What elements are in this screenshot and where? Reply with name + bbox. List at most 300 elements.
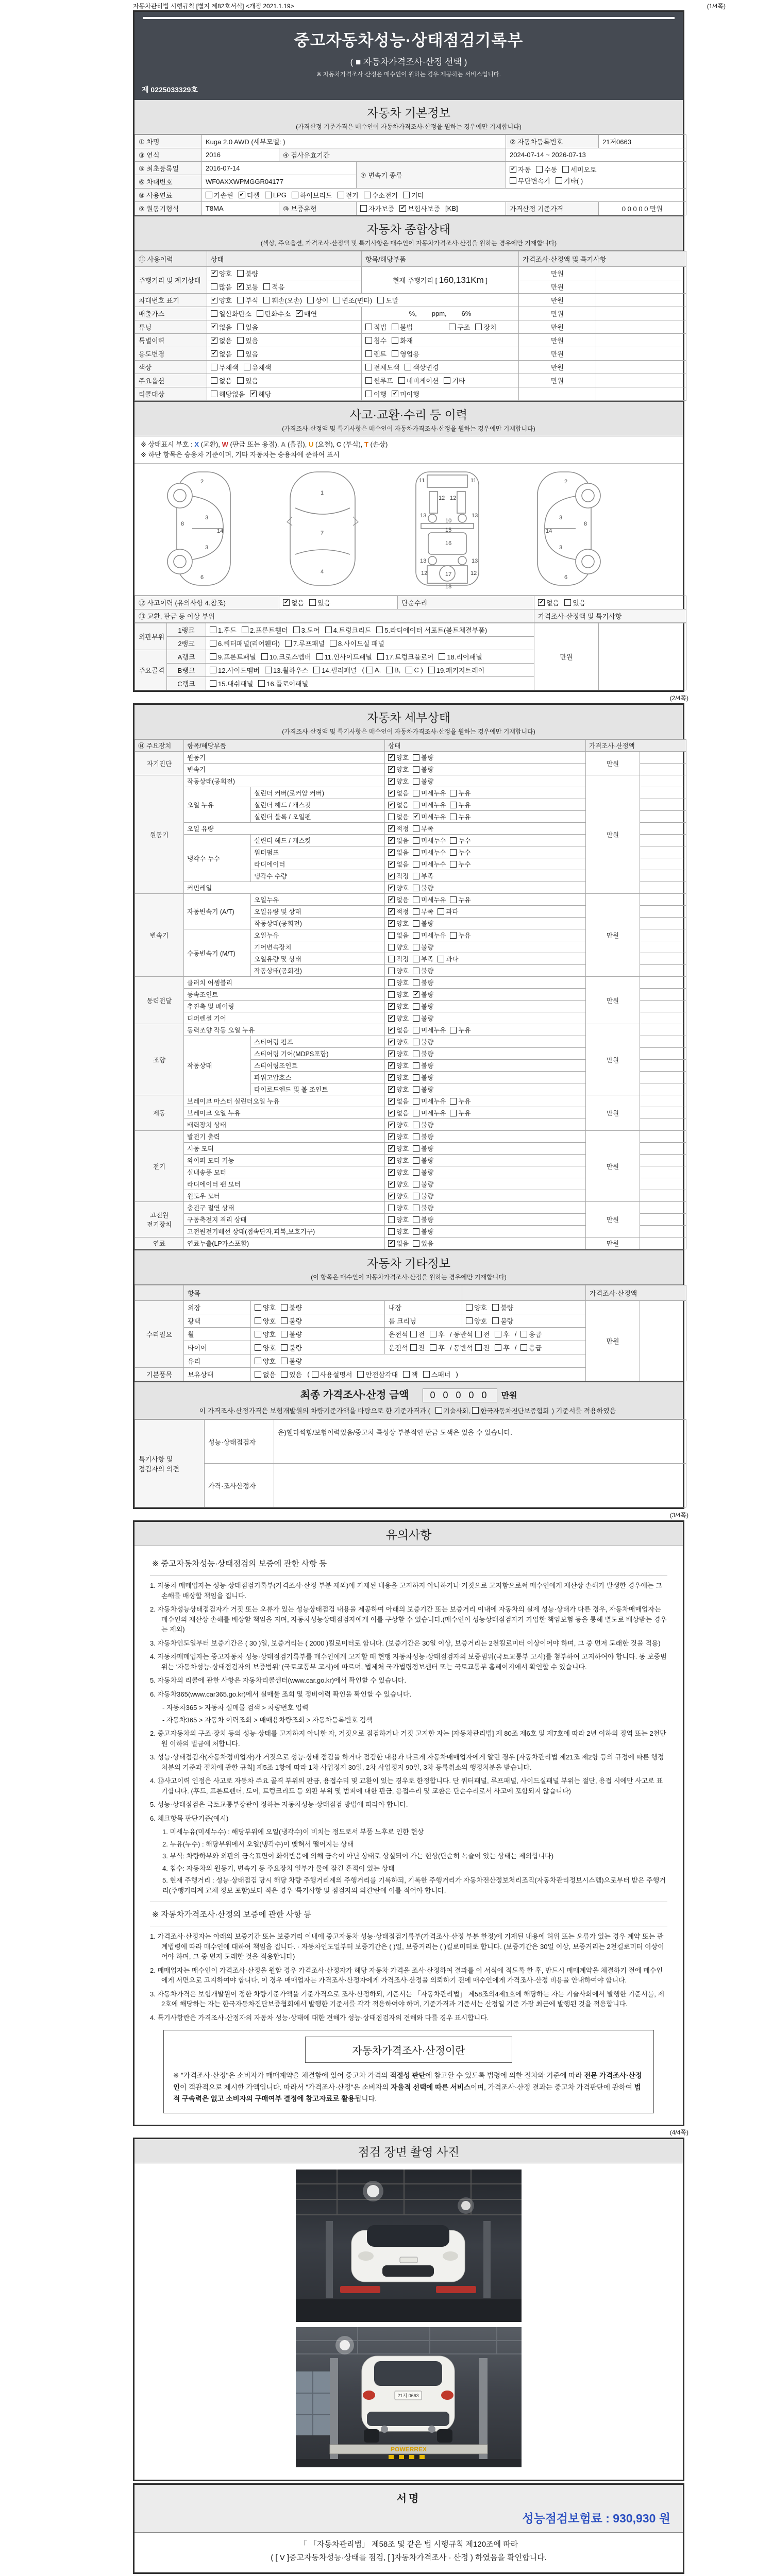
emission-values: %, ppm, 6%	[362, 307, 519, 320]
note-cell	[596, 334, 686, 347]
basic-items-checks[interactable]: 없음 있음 ( 사용설명서 안전삼각대 잭 스패너 )	[251, 1368, 586, 1381]
col-header: ⑪ 사용이력	[135, 251, 207, 267]
status-checks[interactable]: ✔ 양호 불량	[385, 1178, 586, 1190]
note-cell	[640, 1095, 686, 1107]
final-price-value: 0 0 0 0 0	[423, 1388, 497, 1402]
status-checks[interactable]: 없음 ✔ 미세누유 누유	[385, 811, 586, 823]
group-label: 제동	[135, 1095, 184, 1131]
notice-title: 유의사항	[385, 1528, 432, 1542]
price-cell: 만원	[519, 307, 596, 320]
table-row	[135, 347, 686, 361]
note-cell	[640, 1131, 686, 1143]
etc-info-subtitle: (이 항목은 매수인이 자동차가격조사·산정을 원하는 경우에만 기재합니다)	[311, 1274, 507, 1281]
group-label: 전기	[135, 1131, 184, 1202]
note-cell	[596, 307, 686, 320]
group-label: 외판부위	[135, 623, 167, 650]
svg-text:11: 11	[419, 478, 425, 484]
tire-position-checks[interactable]: 운전석 전 후 / 동반석 전 후 / 응급	[385, 1341, 586, 1354]
table-row	[135, 977, 686, 989]
note-cell	[640, 1166, 686, 1178]
item-label: 오일유량 및 상태	[251, 953, 385, 965]
item-label: 라디에이터 팬 모터	[184, 1178, 385, 1190]
price-cell: 만원	[586, 977, 640, 1024]
field-label: 가격산정 기준가격	[506, 202, 599, 215]
tuning-checks[interactable]: ✔ 없음 있음	[207, 320, 362, 334]
status-checks[interactable]: ✔ 양호 불량	[385, 1060, 586, 1072]
price-cell: 만원	[586, 894, 640, 977]
detail-state-header	[135, 705, 683, 739]
item-label: 워터펌프	[251, 846, 385, 858]
photos-title: 점검 장면 촬영 사진	[358, 2145, 460, 2159]
note-cell	[640, 953, 686, 965]
status-checks[interactable]: ✔ 없음 미세누유 누유	[385, 787, 586, 799]
overall-state-table	[135, 251, 686, 401]
svg-text:3: 3	[205, 545, 209, 551]
status-checks[interactable]: ✔ 양호 불량	[385, 1166, 586, 1178]
svg-text:13: 13	[472, 513, 478, 519]
status-checks[interactable]: ✔ 적정 부족 과다	[385, 906, 586, 918]
vin-state-checks[interactable]: ✔ 양호 부식 훼손(오손) 상이 변조(변타) 도말	[207, 294, 519, 307]
status-checks[interactable]: ✔ 없음 미세누수 누수	[385, 846, 586, 858]
note-cell	[596, 387, 686, 401]
col-header: 가격조사·산정액	[586, 1285, 686, 1301]
item-label: 광택	[184, 1314, 251, 1328]
notice-header	[135, 1522, 683, 1546]
table-row	[135, 1202, 686, 1214]
row-label: 주행거리 및 계기상태	[135, 267, 207, 294]
item-label: 파워고압호스	[251, 1072, 385, 1083]
item-label: 작동상태(공회전)	[184, 775, 385, 787]
car-diagram-svg	[156, 468, 661, 589]
note-cell	[640, 1072, 686, 1083]
vin: WF0AXXWPMGGR04177	[202, 175, 357, 189]
item-label: 변속기	[184, 764, 385, 775]
note-cell	[640, 835, 686, 846]
note-cell	[596, 374, 686, 387]
status-checks[interactable]: 양호 불량	[251, 1341, 385, 1354]
table-row	[135, 162, 686, 175]
row-label: 배출가스	[135, 307, 207, 320]
col-header: 가격조사·산정액 및 특기사항	[519, 251, 686, 267]
rank-label: 2랭크	[167, 637, 206, 650]
table-row	[135, 334, 686, 347]
price-cell: 만원	[586, 775, 640, 894]
status-checks[interactable]: ✔ 양호 불량	[385, 752, 586, 764]
final-price-band	[135, 1381, 683, 1419]
first-registration-date: 2016-07-14	[202, 162, 357, 175]
status-checks[interactable]: ✔ 양호 불량	[385, 1072, 586, 1083]
signature-box	[133, 2483, 684, 2574]
table-row	[135, 752, 686, 764]
rank1-checks[interactable]: 1.후드 2.프론트휀더 3.도어 4.트렁크리드 5.라디에이터 서포트(볼트체결부품)	[206, 623, 534, 637]
status-checks[interactable]: 양호 ✔ 불량	[385, 989, 586, 1001]
item-label: 실내송풍 모터	[184, 1166, 385, 1178]
fuel-type-checks[interactable]: 가솔린 ✔ 디젤 LPG 하이브리드 전기 수소전기 기타	[202, 189, 686, 202]
svg-text:12: 12	[421, 570, 428, 577]
notice-body	[135, 1546, 683, 2125]
page1-box	[133, 10, 684, 692]
item-label: 추진축 및 베어링	[184, 1001, 385, 1012]
etc-info-header	[135, 1249, 683, 1285]
final-price-unit: 만원	[501, 1392, 517, 1401]
status-checks[interactable]: ✔ 양호 불량	[385, 1143, 586, 1155]
item-label: 연료누출(LP가스포함)	[184, 1238, 385, 1249]
note-cell	[640, 1107, 686, 1119]
svg-text:1: 1	[321, 490, 324, 497]
page-number-1: (1/4쪽)	[707, 3, 726, 10]
inspector-label: 성능·상태점검자	[205, 1420, 274, 1464]
status-checks[interactable]: 양호 불량	[251, 1314, 385, 1328]
photos-body	[135, 2163, 683, 2480]
accident-history-title: 사고·교환·수리 등 이력	[349, 408, 468, 421]
field-label: ⑥ 차대번호	[135, 175, 202, 189]
color-checks[interactable]: 무채색 유채색	[207, 361, 362, 374]
note-cell	[640, 1012, 686, 1024]
recall-checks[interactable]: 해당없음 ✔ 해당	[207, 387, 362, 401]
col-header: 항목	[184, 1285, 462, 1301]
row-label: 가격조사·산정액 및 특기사항	[534, 609, 686, 623]
transmission-type-checks[interactable]: ✔ 자동 수동 세미오토 무단변속기 기타( )	[506, 162, 686, 189]
item-label: 커먼레일	[184, 882, 385, 894]
accident-flags-table	[135, 596, 686, 623]
color-detail-checks[interactable]: 전체도색 색상변경	[362, 361, 519, 374]
accident-notes	[135, 436, 683, 464]
status-checks[interactable]: ✔ 적정 부족	[385, 823, 586, 835]
basic-info-table	[135, 134, 686, 215]
status-checks[interactable]: ✔ 양호 불량	[385, 1131, 586, 1143]
note-cell	[596, 267, 686, 280]
car-diagram	[135, 464, 683, 596]
overall-state-subtitle: (색상, 주요옵션, 가격조사·산정액 및 특기사항은 매수인이 자동차가격조사·산정을 원하는 경우에만 기재합니다)	[260, 240, 557, 247]
col-header: 항목/해당부품	[184, 740, 385, 752]
table-row	[135, 1095, 686, 1107]
status-symbol-legend: ※ 상태표시 부호 : X (교환), W (판금 또는 용접), A (흠집), U (요철), C (부식), T (손상)	[141, 440, 388, 448]
notice-box	[133, 1520, 684, 2126]
options-checks[interactable]: 없음 있음	[207, 374, 362, 387]
subgroup-label: 자동변속기 (A/T)	[184, 894, 251, 929]
field-label: ③ 연식	[135, 148, 202, 162]
inspector-opinion: 운)휀다찍힘/보험이력있음/중고차 특성상 부분적인 판금 도색은 있을 수 있습니다.	[274, 1420, 686, 1464]
item-label: 타이어	[184, 1341, 251, 1354]
status-checks[interactable]: ✔ 없음 미세누유 누유	[385, 894, 586, 906]
group-label: 고전원 전기장치	[135, 1202, 184, 1238]
field-label: ⑦ 변속기 종류	[357, 162, 506, 189]
svg-text:11: 11	[470, 478, 477, 484]
recall-detail-checks[interactable]: 이행 ✔ 미이행	[362, 387, 519, 401]
group-label: 변속기	[135, 894, 184, 977]
svg-text:16: 16	[445, 540, 452, 547]
price-cell: 만원	[519, 374, 596, 387]
note-cell	[640, 1155, 686, 1166]
accident-history-checks[interactable]: ✔ 없음 있음	[279, 596, 398, 609]
accident-history-header	[135, 401, 683, 436]
group-label: 주요골격	[135, 650, 167, 690]
appraiser-label: 가격·조사산정자	[205, 1464, 274, 1507]
notice-section-a-title: ※ 중고자동차성능·상태점검의 보증에 관한 사항 등	[150, 1551, 667, 1575]
item-label: 와이퍼 모터 기능	[184, 1155, 385, 1166]
status-checks[interactable]: 양호 불량	[251, 1354, 586, 1368]
row-label: 단순수리	[398, 596, 534, 609]
note-cell	[640, 870, 686, 882]
field-label: ⑧ 사용연료	[135, 189, 202, 202]
status-checks[interactable]: ✔ 양호 불량	[385, 764, 586, 775]
simple-repair-checks[interactable]: ✔ 없음 있음	[534, 596, 686, 609]
status-checks[interactable]: ✔ 적정 부족	[385, 870, 586, 882]
note-cell	[640, 941, 686, 953]
title-rule	[143, 17, 675, 19]
svg-text:6: 6	[564, 574, 568, 581]
status-checks[interactable]: ✔ 양호 불량	[385, 1012, 586, 1024]
row-label: 튜닝	[135, 320, 207, 334]
status-checks[interactable]: 양호 불량	[462, 1301, 586, 1314]
special-history-checks[interactable]: ✔ 없음 있음	[207, 334, 362, 347]
col-header: ⑭ 주요장치	[135, 740, 184, 752]
group-label: 연료	[135, 1238, 184, 1249]
emission-checks[interactable]: 일산화탄소 탄화수소 ✔ 매연	[207, 307, 362, 320]
basic-info-header	[135, 100, 683, 134]
svg-text:12: 12	[470, 570, 477, 577]
status-checks[interactable]: 적정 부족 과다	[385, 953, 586, 965]
subgroup-label: 냉각수 누수	[184, 835, 251, 882]
rank-label: A랭크	[167, 650, 206, 664]
item-label: 스티어링 펌프	[251, 1036, 385, 1048]
table-row	[135, 1420, 686, 1464]
item-label: 타이로드엔드 및 볼 조인트	[251, 1083, 385, 1095]
status-checks[interactable]: 양호 불량	[385, 1214, 586, 1226]
note-cell	[599, 623, 686, 690]
col-header	[462, 1285, 586, 1301]
table-header-row	[135, 1285, 686, 1301]
notice-list-c: 1. 가격조사·산정자는 아래의 보증기간 또는 보증거리 이내에 중고자동차 성능·상태점검기록부(가격조사·산정 부분 한정)에 기재된 내용에 허위 또는 오류가 있는 경우 계약 또는 관계법령에 따라 매수인에 대하여 책임을 집니다. · 자동차인도일부터 보증기간은 ( )일, 보증거리는 ( )킬로미터로 합니다. (보증기간은 30일 이상, 보증거리는 2천킬로미터 이상이어야 하며, 그 중 먼저 도래한 것을 적용합니다) 2. 매매업자는 매수인이 가격조사·산정을 원할 경우 가격조사·산정자가 해당 자동차 가격을 조사·산정하여 결과를 이 서식에 적도록 한 후, 반드시 매매계약을 체결하기 전에 매수인에게 서면으로 고지하여야 합니다. 이 경우 매매업자는 가격조사·산정자에게 가격조사·산정을 의뢰하기 전에 매수인에게 가격조사·산정 비용을 안내하여야 합니다. 3. 자동차가격은 보험개발원이 정한 차량기준가액을 기준가격으로 조사·산정하되, 기준서는 「자동차관리법」 제58조의4제1호에 해당하는 자는 기술사회에서 발행한 기준서를, 제2호에 해당하는 자는 한국자동차진단보증협회에서 발행한 기준서를 각각 적용하여야 하며, 기준가격과 기준서는 산정일 기준 가장 최근에 발행된 것을 적용합니다. 4. 특기사항란은 가격조사·산정자의 자동차 성능·상태에 대한 견해가 성능·상태점검자의 견해와 다를 경우 표시합니다.	[150, 1933, 664, 2022]
status-checks[interactable]: 양호 불량	[385, 1202, 586, 1214]
license-plate-text: 21저 0663	[397, 2393, 419, 2399]
status-checks[interactable]: 양호 불량	[385, 1226, 586, 1238]
title-band	[135, 12, 683, 100]
note-cell	[640, 1060, 686, 1072]
item-label: 원동기	[184, 752, 385, 764]
rank-label: B랭크	[167, 664, 206, 677]
wheel-position-checks[interactable]: 운전석 전 후 / 동반석 전 후 / 응급	[385, 1328, 586, 1341]
engine-code: T8MA	[202, 202, 279, 215]
status-checks[interactable]: 없음 미세누유 누유	[385, 929, 586, 941]
note-cell	[640, 764, 686, 775]
note-cell	[640, 1001, 686, 1012]
note-cell	[640, 929, 686, 941]
page-number-4: (4/4쪽)	[669, 2129, 688, 2137]
status-checks[interactable]: ✔ 양호 불량	[385, 1001, 586, 1012]
status-checks[interactable]: ✔ 없음 미세누유 누유	[385, 1024, 586, 1036]
row-label: ⑫ 사고이력 (유의사항 4.참조)	[135, 596, 279, 609]
tuning-detail-checks[interactable]: 적법 불법 구조 장치	[362, 320, 519, 334]
status-checks[interactable]: ✔ 없음 있음	[385, 1238, 586, 1249]
row-label: 용도변경	[135, 347, 207, 361]
odometer-value: 160,131Km	[439, 275, 484, 285]
notice-list-b: 2. 중고자동차의 구조·장치 등의 성능·상태를 고지하지 아니한 자, 거짓으로 점검하거나 거짓 고지한 자는 [자동차관리법] 제 80조 제6호 및 제7호에 따라 2년 이하의 징역 또는 2천만원 이하의 벌금에 처합니다. 3. 성능·상태점검자(자동차정비업자)가 거짓으로 성능·상태 점검을 하거나 점검한 내용과 다르게 자동차매매업자에게 알린 경우 [자동차관리법 제21조 제2항 등의 규정에 따른 행정처분의 기준과 절차에 관한 규칙] 제5조 1항에 따라 1차 사업정지 30일, 2차 사업정지 90일, 3차 등록취소의 행정처분을 받습니다. 4. ⑫사고이력 인정은 사고로 자동차 주요 골격 부위의 판금, 용접수리 및 교환이 있는 경우로 한정합니다. 단 쿼터패널, 루프패널, 사이드실패널 부위는 절단, 용접 시에만 사고로 표기합니다. (후드, 프론트펜더, 도어, 트렁크리드 등 외판 부위 및 범퍼에 대한 판금, 용접수리 및 교환은 단순수리로서 사고에 포함되지 않습니다) 5. 성능·상태점검은 국토교통부장관이 정하는 자동차성능·상태점검 방법에 따라야 합니다. 6. 체크항목 판단기준(예시)	[150, 1730, 666, 1822]
item-label: 동력조향 작동 오일 누유	[184, 1024, 385, 1036]
row-label: 리콜대상	[135, 387, 207, 401]
table-row	[135, 596, 686, 609]
status-checks[interactable]: ✔ 없음 미세누유 누유	[385, 1107, 586, 1119]
etc-info-table	[135, 1285, 686, 1381]
overall-state-title: 자동차 종합상태	[367, 223, 450, 236]
table-row	[135, 609, 686, 623]
item-label: 작동상태(공회전)	[251, 918, 385, 929]
item-label: 냉각수 수량	[251, 870, 385, 882]
item-label: 실린더 헤드 / 개스킷	[251, 799, 385, 811]
item-label: 발전기 출력	[184, 1131, 385, 1143]
status-checks[interactable]: ✔ 양호 불량	[385, 1155, 586, 1166]
status-checks[interactable]: ✔ 양호 불량	[385, 1048, 586, 1060]
table-row	[135, 1464, 686, 1507]
mileage-amount-checks[interactable]: 많음 ✔ 보통 적음	[207, 280, 362, 294]
usage-change-checks[interactable]: ✔ 없음 있음	[207, 347, 362, 361]
note-cell	[640, 1178, 686, 1190]
table-header-row	[135, 251, 686, 267]
status-checks[interactable]: ✔ 없음 미세누수 누수	[385, 858, 586, 870]
svg-text:13: 13	[420, 513, 427, 519]
notice-list-a6-subs: - 자동차365 > 자동차 실매물 검색 > 차량번호 입력 - 자동차365 > 자동차 이력조회 > 매매용차량조회 > 자동차등록번호 검색	[162, 1704, 373, 1724]
note-cell	[640, 894, 686, 906]
page-number-3: (3/4쪽)	[669, 1512, 688, 1519]
note-cell	[596, 294, 686, 307]
remarks-table	[135, 1419, 686, 1507]
table-row	[135, 387, 686, 401]
note-cell	[640, 1238, 686, 1249]
svg-text:6: 6	[200, 574, 204, 581]
note-cell	[640, 882, 686, 894]
warranty-type-checks[interactable]: 자가보증 ✔ 보험사보증 [KB]	[357, 202, 506, 215]
table-row	[135, 135, 686, 148]
status-checks[interactable]: ✔ 양호 불량	[385, 918, 586, 929]
options-detail-checks[interactable]: 썬루프 네비게이션 기타	[362, 374, 519, 387]
note-cell	[640, 906, 686, 918]
item-label: 윈도우 모터	[184, 1190, 385, 1202]
svg-text:3: 3	[559, 545, 563, 551]
table-row	[135, 1024, 686, 1036]
note-cell	[640, 1036, 686, 1048]
status-checks[interactable]: ✔ 양호 불량	[385, 882, 586, 894]
item-label: 등속조인트	[184, 989, 385, 1001]
price-cell: 만원	[519, 347, 596, 361]
subgroup-label: 오일 누유	[184, 787, 251, 823]
status-checks[interactable]: ✔ 양호 불량	[385, 1119, 586, 1131]
model-year: 2016	[202, 148, 279, 162]
status-checks[interactable]: 양호 불량	[385, 941, 586, 953]
plate-number: 21저0663	[599, 135, 686, 148]
price-cell: 만원	[586, 1095, 640, 1131]
usage-change-detail-checks[interactable]: 렌트 영업용	[362, 347, 519, 361]
row-label: 특별이력	[135, 334, 207, 347]
col-header: 상태	[385, 740, 586, 752]
rankA-checks[interactable]: 9.프론트패널 10.크로스멤버 11.인사이드패널 17.트렁크플로어 18.리어패널	[206, 650, 534, 664]
notice-list-a: 1. 자동차 매매업자는 성능·상태점검기록부(가격조사·산정 부분 제외)에 기재된 내용을 고지하지 아니하거나 거짓으로 고지함으로써 매수인에게 재산상 손해가 발생한 경우에는 그 손해를 배상할 책임을 집니다. 2. 자동차성능상태점검자가 거짓 또는 오류가 있는 성능상태점검 내용을 제공하여 아래의 보증기간 또는 보증거리 이내에 자동차의 실제 성능·상태가 다른 경우, 자동차매매업자는 매수인의 재산상 손해를 배상할 책임을 지며, 자동차성능상태점검자에게 이를 구상할 수 있습니다.(매수인이 성능상태점검자가 가입한 책임보험 등을 통해 별도로 배상받는 경우는 제외) 3. 자동차인도일부터 보증기간은 ( 30 )일, 보증거리는 ( 2000 )킬로미터로 합니다. (보증기간은 30일 이상, 보증거리는 2천킬로미터 이상이어야 하며, 그 중 먼저 도래한 것을 적용) 4. 자동차매매업자는 중고자동차 성능·상태점검기록부를 매수인에게 고지할 때 현행 자동차성능·상태점검자의 보증범위(국토교통부 고시)를 첨부하여 고지하여야 합니다. 동 보증범위는 '자동차성능·상태점검자의 보증범위' (국토교통부 고시)에 따르며, 법제처 국가법령정보센터 또는 국토교통부 홈페이지에서 확인할 수 있습니다. 5. 자동차의 리콜에 관한 사항은 자동차리콜센터(www.car.go.kr)에서 확인할 수 있습니다. 6. 자동차365(www.car365.go.kr)에서 실매물 조회 및 정비이력 확인을 확인할 수 있습니다.	[150, 1582, 667, 1698]
remarks-label: 특기사항 및 점검자의 의견	[135, 1420, 205, 1507]
item-label: 휠	[184, 1328, 251, 1341]
detail-state-subtitle: (가격조사·산정액 및 특기사항은 매수인이 자동차가격조사·산정을 원하는 경우에만 기재합니다)	[282, 728, 535, 736]
status-checks[interactable]: 양호 불량	[385, 977, 586, 989]
svg-text:2: 2	[200, 479, 204, 485]
appraiser-opinion	[274, 1464, 686, 1507]
note-cell	[640, 775, 686, 787]
subgroup-label: 수동변속기 (M/T)	[184, 929, 251, 977]
overall-state-header	[135, 215, 683, 251]
note-cell	[640, 858, 686, 870]
rankC-checks[interactable]: 15.대쉬패널 16.플로어패널	[206, 677, 534, 690]
note-cell	[640, 846, 686, 858]
item-label: 오일누유	[251, 894, 385, 906]
status-checks[interactable]: ✔ 양호 불량	[385, 1083, 586, 1095]
table-row	[135, 1301, 686, 1314]
status-checks[interactable]: ✔ 양호 불량	[385, 775, 586, 787]
panel-rank-table	[135, 623, 686, 690]
final-price-note: 이 가격조사·산정가격은 보험개발원의 차량기준가액을 바탕으로 한 기준가격과 ( 기술사회, 한국자동차진단보증협회 ) 기준서를 적용하였음	[199, 1407, 616, 1415]
status-checks[interactable]: 양호 불량	[251, 1328, 385, 1341]
rank2-checks[interactable]: 6.쿼터패널(리어휀더) 7.루프패널 8.사이드실 패널	[206, 637, 534, 650]
rank-label: 1랭크	[167, 623, 206, 637]
status-checks[interactable]: 양호 불량	[462, 1314, 586, 1328]
note-cell	[640, 1119, 686, 1131]
svg-text:14: 14	[217, 528, 224, 535]
item-label: 스티어링 기어(MDPS포함)	[251, 1048, 385, 1060]
special-history-detail-checks[interactable]: 침수 화재	[362, 334, 519, 347]
row-label: ⑬ 교환, 판금 등 이상 부위	[135, 609, 534, 623]
field-label: ① 차명	[135, 135, 202, 148]
form-reference: 자동차관리법 시행규칙 [별지 제82호서식] <개정 2021.1.19>	[133, 3, 294, 10]
price-cell: 만원	[519, 267, 596, 280]
row-label: 색상	[135, 361, 207, 374]
svg-text:14: 14	[546, 528, 552, 535]
status-checks[interactable]: ✔ 양호 불량	[385, 1190, 586, 1202]
status-checks[interactable]: ✔ 양호 불량	[385, 1036, 586, 1048]
status-checks[interactable]: ✔ 없음 미세누유 누유	[385, 1095, 586, 1107]
price-cell: 만원	[586, 1024, 640, 1095]
group-label: 기본품목	[135, 1368, 184, 1381]
item-label: 오일누유	[251, 929, 385, 941]
svg-text:4: 4	[321, 569, 324, 575]
note-cell	[640, 1024, 686, 1036]
note-cell	[640, 1214, 686, 1226]
mileage-status-checks[interactable]: ✔ 양호 불량	[207, 267, 362, 280]
status-checks[interactable]: 양호 불량	[251, 1301, 385, 1314]
item-label: 라디에이터	[251, 858, 385, 870]
current-mileage: 현재 주행거리 [ 160,131Km ]	[362, 267, 519, 294]
group-label: 원동기	[135, 775, 184, 894]
pricing-definition-box	[163, 2030, 654, 2113]
price-cell	[519, 387, 596, 401]
item-label: 실린더 커버(로커암 커버)	[251, 787, 385, 799]
item-label: 외장	[184, 1301, 251, 1314]
subgroup-label: 작동상태	[184, 1036, 251, 1095]
price-cell: 만원	[586, 1202, 640, 1238]
rankB-checks[interactable]: 12.사이드멤버 13.휠하우스 14.필러패널 ( A, B, C ) 19.패키지트레이	[206, 664, 534, 677]
status-checks[interactable]: ✔ 없음 미세누수 누수	[385, 835, 586, 846]
status-checks[interactable]: 양호 불량	[385, 965, 586, 977]
lift-brand-text: POWERREX	[390, 2446, 427, 2453]
note-cell	[640, 811, 686, 823]
note-cell	[640, 918, 686, 929]
final-price-label: 최종 가격조사·산정 금액	[300, 1389, 409, 1401]
table-row	[135, 307, 686, 320]
price-cell: 만원	[586, 1238, 640, 1249]
note-cell	[640, 1301, 686, 1381]
note-cell	[640, 1190, 686, 1202]
item-label: 실린더 헤드 / 개스킷	[251, 835, 385, 846]
status-checks[interactable]: ✔ 없음 미세누유 누유	[385, 799, 586, 811]
price-cell: 만원	[586, 752, 640, 775]
note-cell	[640, 787, 686, 799]
page2-box	[133, 703, 684, 1509]
note-cell	[640, 977, 686, 989]
